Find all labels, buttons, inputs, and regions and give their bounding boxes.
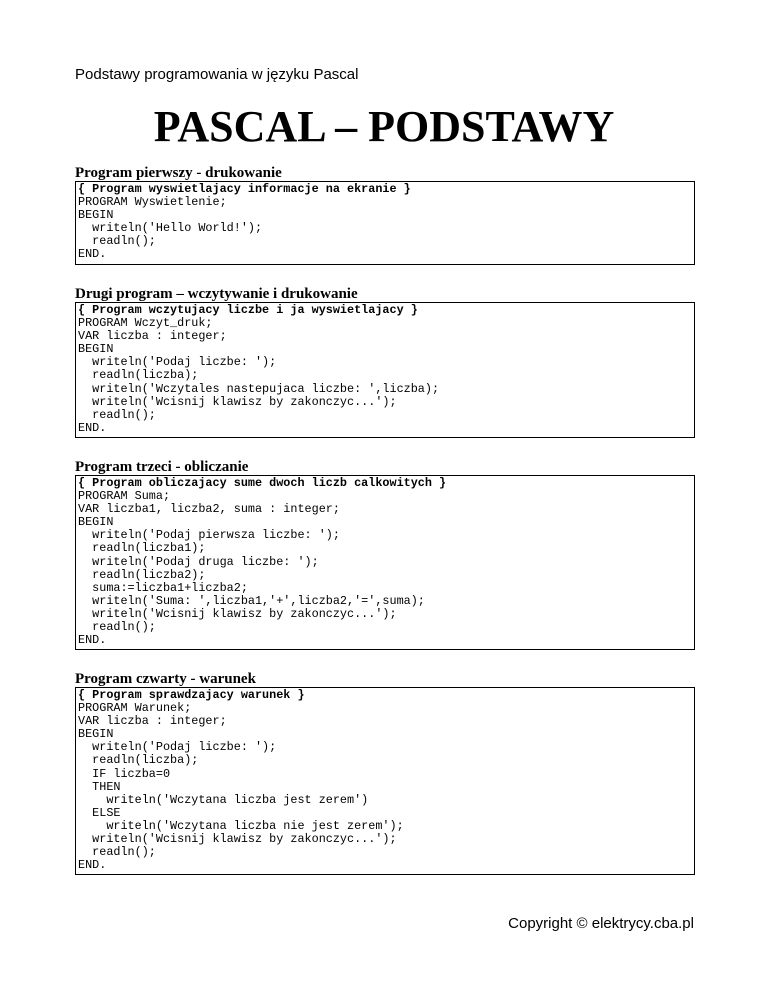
code-line: suma:=liczba1+liczba2; <box>78 581 248 595</box>
code-line: PROGRAM Suma; <box>78 490 171 504</box>
code-box <box>75 302 695 438</box>
code-line: writeln('Podaj liczbe: '); <box>78 741 277 755</box>
code-line: readln(liczba2); <box>78 568 206 582</box>
code-line: { Program obliczajacy sume dwoch liczb calkowitych } <box>78 477 447 490</box>
code-line: END. <box>78 634 107 648</box>
code-line: readln(); <box>78 408 156 422</box>
code-line: writeln('Wcisnij klawisz by zakonczyc...'); <box>78 607 397 621</box>
code-line: PROGRAM Warunek; <box>78 702 192 716</box>
code-line: BEGIN <box>78 728 114 742</box>
code-line: { Program sprawdzajacy warunek } <box>78 689 305 702</box>
code-line: { Program wyswietlajacy informacje na ekranie } <box>78 183 411 196</box>
code-line: readln(liczba); <box>78 754 199 768</box>
code-line: writeln('Suma: ',liczba1,'+',liczba2,'=',suma); <box>78 594 425 608</box>
code-line: writeln('Wcisnij klawisz by zakonczyc...'); <box>78 395 397 409</box>
code-box <box>75 687 695 875</box>
code-line: writeln('Hello World!'); <box>78 222 263 236</box>
code-line: ELSE <box>78 806 121 820</box>
code-line: THEN <box>78 780 121 794</box>
section-program-3 <box>75 460 695 650</box>
code-line: BEGIN <box>78 209 114 223</box>
code-line: writeln('Podaj liczbe: '); <box>78 356 277 370</box>
code-box <box>75 181 695 265</box>
code-line: readln(liczba); <box>78 369 199 383</box>
code-line: writeln('Wcisnij klawisz by zakonczyc...'); <box>78 833 397 847</box>
code-line: END. <box>78 421 107 435</box>
section-title: Program pierwszy - drukowanie <box>75 165 282 181</box>
code-line: writeln('Podaj pierwsza liczbe: '); <box>78 529 340 543</box>
code-line: BEGIN <box>78 516 114 530</box>
code-line: readln(); <box>78 235 156 249</box>
code-line: IF liczba=0 <box>78 767 171 781</box>
section-program-4 <box>75 672 695 875</box>
section-program-2 <box>75 287 695 438</box>
code-line: END. <box>78 859 107 873</box>
code-line: BEGIN <box>78 343 114 357</box>
code-line: PROGRAM Wyswietlenie; <box>78 196 227 210</box>
page-header: Podstawy programowania w języku Pascal <box>75 66 359 83</box>
section-title: Drugi program – wczytywanie i drukowanie <box>75 286 358 302</box>
code-line: VAR liczba1, liczba2, suma : integer; <box>78 503 340 517</box>
section-title: Program czwarty - warunek <box>75 671 256 687</box>
code-line: readln(liczba1); <box>78 542 206 556</box>
code-line: VAR liczba : integer; <box>78 715 227 729</box>
code-line: PROGRAM Wczyt_druk; <box>78 317 213 331</box>
code-line: writeln('Wczytana liczba nie jest zerem'); <box>78 819 404 833</box>
page-title: PASCAL – PODSTAWY <box>153 102 615 151</box>
code-line: readln(); <box>78 621 156 635</box>
code-line: writeln('Wczytales nastepujaca liczbe: ',liczba); <box>78 382 440 396</box>
code-box <box>75 475 695 650</box>
code-line: readln(); <box>78 846 156 860</box>
code-line: END. <box>78 248 107 262</box>
code-line: { Program wczytujacy liczbe i ja wyswietlajacy } <box>78 304 418 317</box>
copyright-footer: Copyright © elektrycy.cba.pl <box>508 915 694 932</box>
section-title: Program trzeci - obliczanie <box>75 459 249 475</box>
code-line: writeln('Wczytana liczba jest zerem') <box>78 793 369 807</box>
code-line: VAR liczba : integer; <box>78 330 227 344</box>
section-program-1 <box>75 166 695 265</box>
code-line: writeln('Podaj druga liczbe: '); <box>78 555 319 569</box>
